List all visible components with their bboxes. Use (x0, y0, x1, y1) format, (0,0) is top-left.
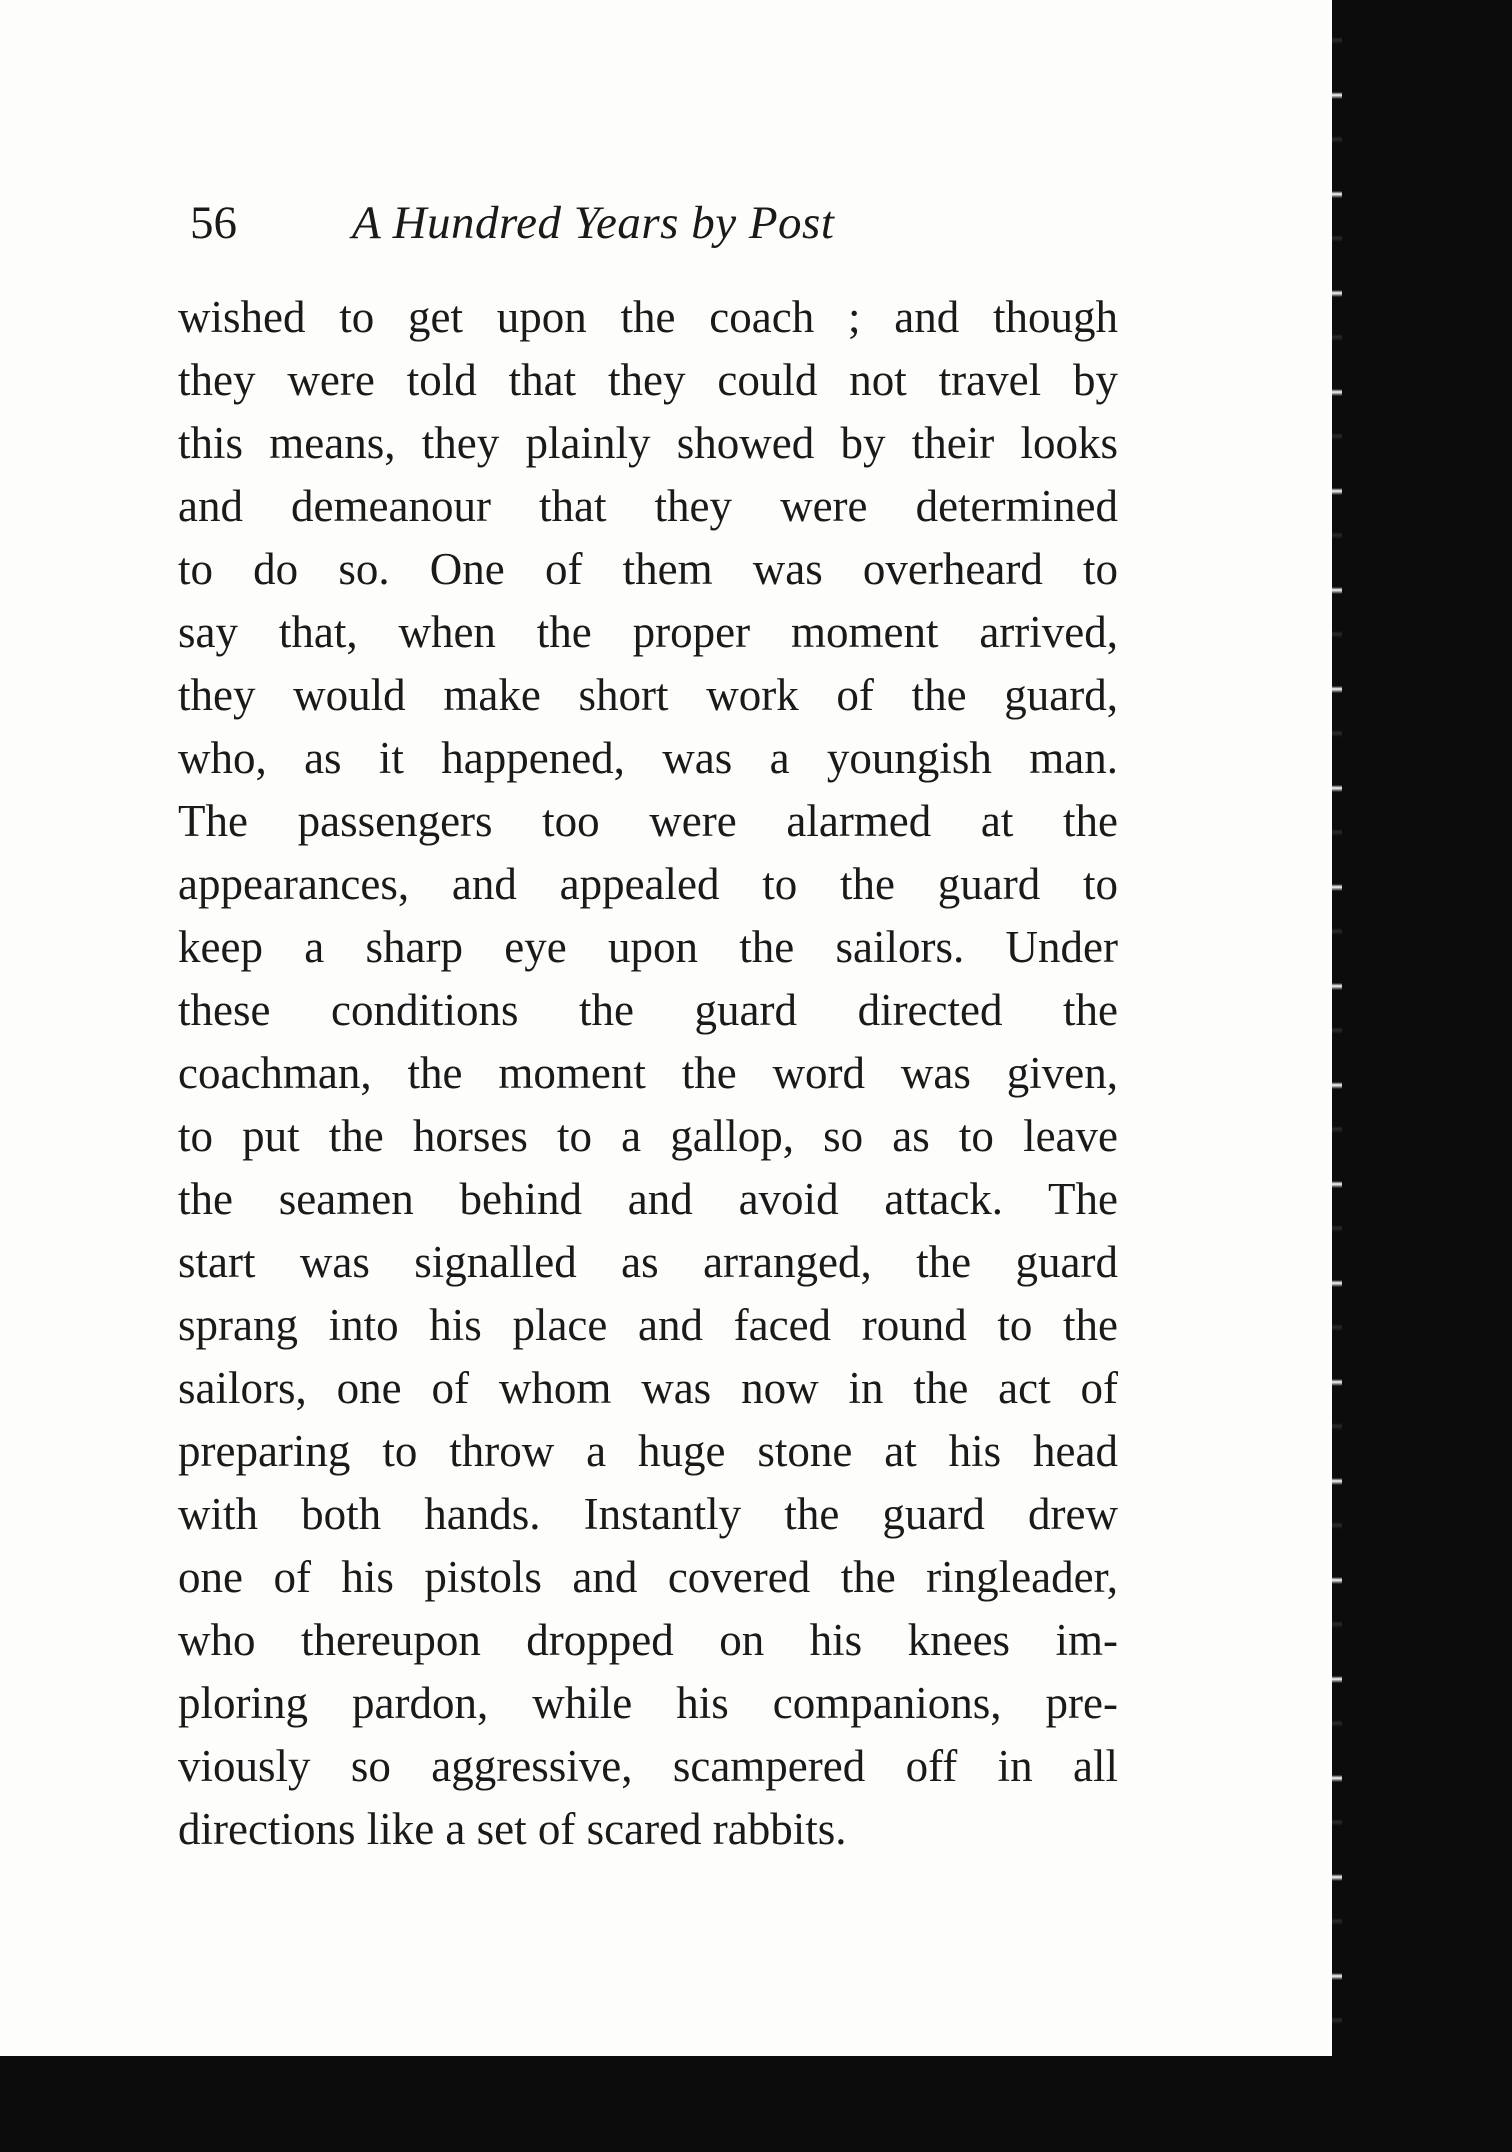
text-line: ploring pardon, while his companions, pre- (178, 1678, 1118, 1728)
text-line-last: directions like a set of scared rabbits. (178, 1804, 847, 1854)
text-line: keep a sharp eye upon the sailors. Under (178, 922, 1118, 972)
text-line: this means, they plainly showed by their looks (178, 418, 1118, 468)
text-line: and demeanour that they were determined (178, 481, 1118, 531)
text-line: sprang into his place and faced round to the (178, 1300, 1118, 1350)
text-line: they were told that they could not travel by (178, 355, 1118, 405)
text-line: sailors, one of whom was now in the act of (178, 1363, 1118, 1413)
text-line: start was signalled as arranged, the guard (178, 1237, 1118, 1287)
text-line: who thereupon dropped on his knees im- (178, 1615, 1118, 1665)
scan-bottom-edge (0, 2056, 1512, 2152)
text-line: the seamen behind and avoid attack. The (178, 1174, 1118, 1224)
text-line: these conditions the guard directed the (178, 985, 1118, 1035)
text-line: to put the horses to a gallop, so as to leave (178, 1111, 1118, 1161)
binding-edge (1342, 0, 1512, 2152)
text-line: say that, when the proper moment arrived, (178, 607, 1118, 657)
text-line: to do so. One of them was overheard to (178, 544, 1118, 594)
text-line: wished to get upon the coach ; and though (178, 292, 1118, 342)
page-number: 56 (190, 197, 237, 249)
text-line: coachman, the moment the word was given, (178, 1048, 1118, 1098)
text-line: viously so aggressive, scampered off in all (178, 1741, 1118, 1791)
body-text (178, 286, 1118, 1861)
text-line: appearances, and appealed to the guard to (178, 859, 1118, 909)
text-line: The passengers too were alarmed at the (178, 796, 1118, 846)
text-line: preparing to throw a huge stone at his head (178, 1426, 1118, 1476)
text-line: one of his pistols and covered the ringleader, (178, 1552, 1118, 1602)
text-line: who, as it happened, was a youngish man. (178, 733, 1118, 783)
text-line: with both hands. Instantly the guard drew (178, 1489, 1118, 1539)
page-header (190, 188, 950, 258)
text-line: they would make short work of the guard, (178, 670, 1118, 720)
running-title: A Hundred Years by Post (352, 197, 835, 249)
